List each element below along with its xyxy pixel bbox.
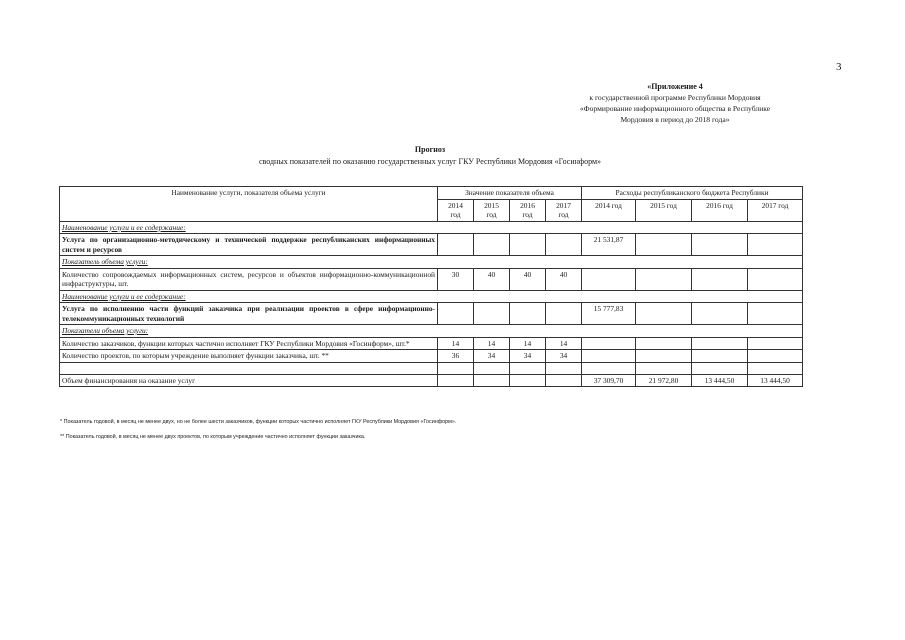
header-indicator-year: 2017 год xyxy=(546,199,582,221)
appendix-title: «Приложение 4 xyxy=(647,82,703,91)
indicator-value xyxy=(474,234,510,256)
spacer-cell xyxy=(582,362,636,374)
header-row-1 xyxy=(60,187,803,200)
indicator-value: 40 xyxy=(510,268,546,290)
table-row xyxy=(60,337,803,350)
spacer-cell xyxy=(748,362,803,374)
indicator-value: 30 xyxy=(438,268,474,290)
spacer-cell xyxy=(636,362,692,374)
budget-value xyxy=(748,268,803,290)
budget-value xyxy=(748,350,803,363)
total-empty-cell xyxy=(438,374,474,387)
indicator-value: 14 xyxy=(474,337,510,350)
indicator-value: 34 xyxy=(546,350,582,363)
budget-value xyxy=(692,303,748,325)
total-empty-cell xyxy=(510,374,546,387)
budget-value xyxy=(636,350,692,363)
indicator-value xyxy=(438,303,474,325)
budget-value xyxy=(692,234,748,256)
indicator-value xyxy=(546,303,582,325)
appendix-line-1: к государственной программе Республики Мордовия xyxy=(589,93,761,102)
indicator-name: Количество проектов, по которым учреждение выполняет функции заказчика, шт. ** xyxy=(60,350,438,363)
header-budget-year: 2014 год xyxy=(582,199,636,221)
title-subtitle: сводных показателей по оказанию государственных услуг ГКУ Республики Мордовия «Госинформ» xyxy=(258,157,602,166)
budget-value xyxy=(582,350,636,363)
header-indicator-year: 2015 год xyxy=(474,199,510,221)
footnotes xyxy=(60,417,820,447)
spacer-cell xyxy=(60,362,438,374)
header-budget-group: Расходы республиканского бюджета Республики xyxy=(582,187,803,200)
indicator-value: 36 xyxy=(438,350,474,363)
footnote-2: ** Показатель годовой, в месяц не менее двух проектов, по которым учреждение частично исполняет функции заказчика. xyxy=(60,434,366,440)
page-number: 3 xyxy=(836,61,842,73)
indicator-name: Количество заказчиков, функции которых частично исполняет ГКУ Республики Мордовия «Госинформ», шт.* xyxy=(60,337,438,350)
budget-value xyxy=(748,234,803,256)
header-budget-year: 2015 год xyxy=(636,199,692,221)
budget-value xyxy=(748,337,803,350)
table-row xyxy=(60,221,803,234)
budget-value xyxy=(692,337,748,350)
appendix-line-3: Мордовия в период до 2018 года» xyxy=(620,115,730,124)
indicator-value: 34 xyxy=(474,350,510,363)
indicator-value xyxy=(474,303,510,325)
budget-value xyxy=(748,303,803,325)
table-row xyxy=(60,268,803,290)
table-row xyxy=(60,290,803,303)
spacer-cell xyxy=(438,362,474,374)
budget-value xyxy=(636,234,692,256)
service-name: Услуга по исполнению части функций заказчика при реализации проектов в сфере информационно-телекоммуникационных технологий xyxy=(60,303,438,325)
table-row xyxy=(60,325,803,338)
spacer-cell xyxy=(510,362,546,374)
header-name: Наименование услуги, показателя объема услуги xyxy=(60,187,438,222)
indicator-name: Количество сопровождаемых информационных систем, ресурсов и объектов информационно-коммуникационной инфраструктуры, шт. xyxy=(60,268,438,290)
section-label: Наименование услуги и ее содержание: xyxy=(60,221,803,234)
total-label: Объем финансирования на оказание услуг xyxy=(60,374,438,387)
table-row xyxy=(60,303,803,325)
spacer-cell xyxy=(692,362,748,374)
budget-value: 15 777,83 xyxy=(582,303,636,325)
budget-value xyxy=(636,268,692,290)
indicator-value: 34 xyxy=(510,350,546,363)
header-indicator-year: 2014 год xyxy=(438,199,474,221)
header-indicator-year: 2016 год xyxy=(510,199,546,221)
appendix-header xyxy=(540,81,810,125)
forecast-table xyxy=(59,186,803,387)
header-budget-year: 2017 год xyxy=(748,199,803,221)
section-label: Наименование услуги и ее содержание: xyxy=(60,290,803,303)
budget-value xyxy=(692,268,748,290)
indicator-value: 40 xyxy=(546,268,582,290)
appendix-line-2: «Формирование информационного общества в Республике xyxy=(579,104,771,113)
title-main: Прогноз xyxy=(414,145,446,154)
total-empty-cell xyxy=(546,374,582,387)
indicator-value: 40 xyxy=(474,268,510,290)
header-budget-year: 2016 год xyxy=(692,199,748,221)
indicator-value xyxy=(510,234,546,256)
total-budget-value: 37 309,70 xyxy=(582,374,636,387)
indicator-value: 14 xyxy=(510,337,546,350)
spacer-cell xyxy=(546,362,582,374)
spacer-cell xyxy=(474,362,510,374)
table-row xyxy=(60,256,803,269)
budget-value: 21 531,87 xyxy=(582,234,636,256)
indicator-value: 14 xyxy=(546,337,582,350)
budget-value xyxy=(692,350,748,363)
indicator-value xyxy=(438,234,474,256)
budget-value xyxy=(636,337,692,350)
budget-value xyxy=(636,303,692,325)
indicator-value xyxy=(510,303,546,325)
footnote-1: * Показатель годовой, в месяц не менее двух, но не более шести заказчиков, функции которых частично исполняет ГКУ Республики Мордовия «Госинформ». xyxy=(60,419,457,425)
table-row xyxy=(60,350,803,363)
total-budget-value: 21 972,80 xyxy=(636,374,692,387)
header-indicator-group: Значение показателя объема xyxy=(438,187,582,200)
indicator-value xyxy=(546,234,582,256)
indicator-value: 14 xyxy=(438,337,474,350)
total-budget-value: 13 444,50 xyxy=(692,374,748,387)
total-budget-value: 13 444,50 xyxy=(748,374,803,387)
document-title xyxy=(60,144,800,168)
total-row xyxy=(60,374,803,387)
total-empty-cell xyxy=(474,374,510,387)
budget-value xyxy=(582,337,636,350)
service-name: Услуга по организационно-методическому и технической поддержке республиканских информационных систем и ресурсов xyxy=(60,234,438,256)
table-row xyxy=(60,362,803,374)
budget-value xyxy=(582,268,636,290)
section-label: Показатели объема услуги: xyxy=(60,325,803,338)
section-label: Показатель объема услуги: xyxy=(60,256,803,269)
table-row xyxy=(60,234,803,256)
